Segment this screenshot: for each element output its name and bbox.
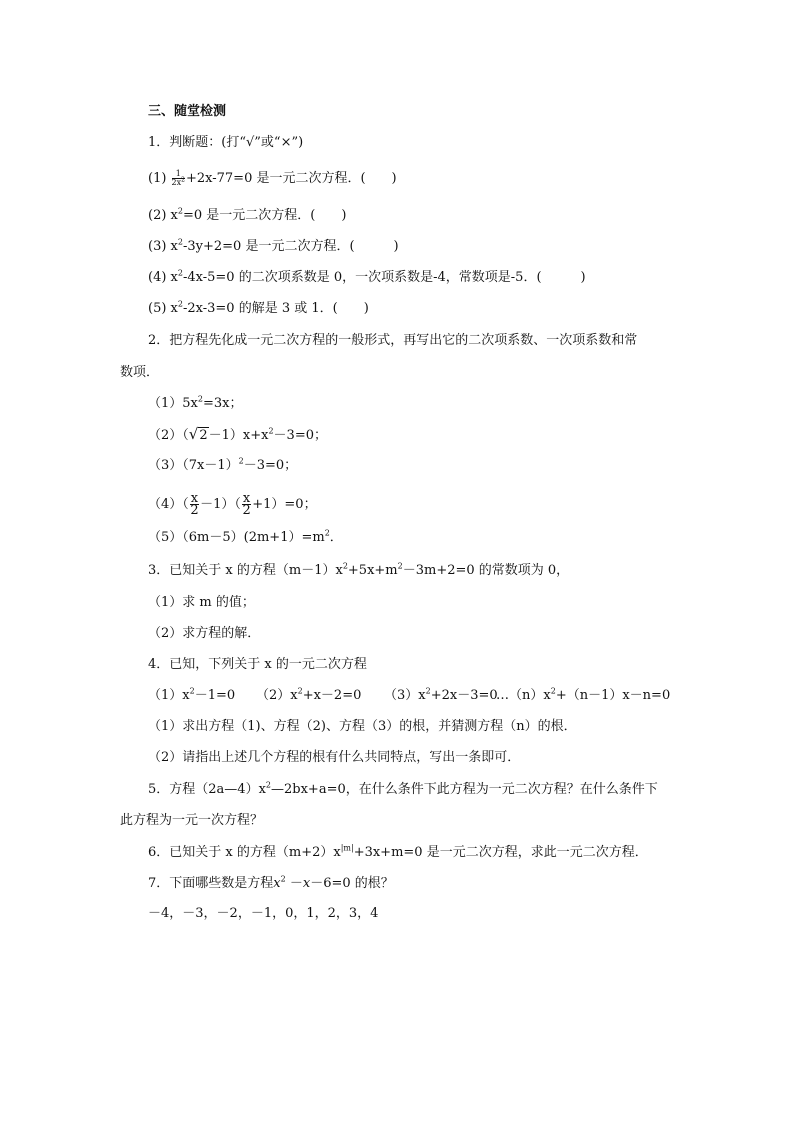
exponent: 2 <box>197 394 203 404</box>
exponent: 2 <box>268 426 274 436</box>
q6-post: +3x+m=0 是一元二次方程，求此一元二次方程． <box>353 845 648 860</box>
q1-item-3 <box>148 239 399 255</box>
q4-equation-3 <box>384 688 498 704</box>
q6-pre: 6．已知关于 x 的方程（m+2）x <box>148 845 341 860</box>
q2-item-3 <box>148 458 297 474</box>
fraction <box>190 493 199 516</box>
q1-item-4 <box>148 270 586 286</box>
q1-item-1-prefix: (1) <box>148 171 171 186</box>
q2-item-3-post: －3=0； <box>243 458 298 473</box>
q5-line-1-pre: 5．方程（2a—4）x <box>148 782 266 797</box>
q7-pre: 7．下面哪些数是方程 <box>148 876 274 891</box>
q4-equation-n <box>496 688 670 704</box>
fraction-numerator: x <box>242 491 251 506</box>
fraction-denominator-exponent: 2 <box>181 176 185 184</box>
q3-stem-post: －3m+2=0 的常数项为 0， <box>402 563 570 578</box>
exponent: 2 <box>177 237 183 247</box>
q4-sub-2: （2）请指出上述几个方程的根有什么共同特点，写出一条即可． <box>148 750 521 765</box>
section-title: 三、随堂检测 <box>148 104 227 119</box>
q1-item-5 <box>148 301 369 317</box>
q4-eq-3-post: +2x－3=0 <box>430 688 498 703</box>
q2-item-1-post: =3x； <box>202 396 243 411</box>
q1-item-3-pre: (3) x <box>148 239 178 254</box>
exponent: 2 <box>238 456 244 466</box>
q2-item-4-mid: －1）（ <box>200 497 241 512</box>
exponent: 2 <box>397 561 403 571</box>
fraction-numerator: x <box>190 491 199 506</box>
exponent: 2 <box>425 686 431 696</box>
fraction-denominator: 2 <box>242 503 251 518</box>
q2-item-4-post: +1）=0； <box>252 497 317 512</box>
q4-eq-1-post: －1=0 <box>194 688 236 703</box>
exponent: 2 <box>550 686 556 696</box>
exponent: |m| <box>340 843 354 853</box>
q7-post: －6=0 的根？ <box>310 876 394 891</box>
q3-stem <box>148 563 569 579</box>
q6-stem <box>148 845 648 861</box>
q1-item-4-pre: (4) x <box>148 270 178 285</box>
q1-item-3-post: -3y+2=0 是一元二次方程．( ) <box>182 239 399 254</box>
q2-item-5-post: ． <box>329 530 343 545</box>
fraction-denominator-base: 2x <box>171 178 182 187</box>
q1-item-2 <box>148 208 346 224</box>
exponent: 2 <box>177 299 183 309</box>
q2-item-1 <box>148 396 242 412</box>
q4-eq-3-pre: （3）x <box>384 688 426 703</box>
fraction <box>242 493 251 516</box>
q4-eq-1-pre: （1）x <box>148 688 190 703</box>
q4-eq-n-pre: …（n）x <box>496 688 551 703</box>
q3-stem-mid: +5x+m <box>347 563 398 578</box>
q5-line-1 <box>148 782 658 798</box>
fraction-denominator: 2 <box>190 503 199 518</box>
fraction-numerator: 1 <box>172 170 185 179</box>
q3-sub-2: （2）求方程的解． <box>148 626 261 641</box>
q4-eq-n-post: +（n－1）x－n=0 <box>555 688 671 703</box>
q5-line-2: 此方程为一元一次方程？ <box>120 813 264 828</box>
q4-equation-1 <box>148 688 235 704</box>
radicand: 2 <box>199 428 208 443</box>
exponent: 2 <box>324 528 330 538</box>
q3-sub-1: （1）求 m 的值； <box>148 595 255 610</box>
q1-item-1-rest: +2x-77=0 是一元二次方程．( ) <box>185 171 397 186</box>
q3-stem-pre: 3．已知关于 x 的方程（m－1）x <box>148 563 343 578</box>
q7-candidate-numbers: －4，－3，－2，－1，0，1，2，3，4 <box>148 906 379 921</box>
exponent: 2 <box>177 268 183 278</box>
exponent: 2 <box>280 874 286 884</box>
q2-item-4-pre: （4）（ <box>148 497 189 512</box>
q1-item-2-post: =0 是一元二次方程．( ) <box>182 208 347 223</box>
q2-item-4 <box>148 490 317 520</box>
q2-item-2 <box>148 426 327 444</box>
q4-eq-2-pre: （2）x <box>256 688 298 703</box>
exponent: 2 <box>177 206 183 216</box>
q2-item-5-pre: （5）（6m－5）(2m+1）=m <box>148 530 325 545</box>
q1-item-1 <box>148 170 397 187</box>
q2-item-2-post: －3=0； <box>273 428 327 443</box>
q2-item-1-pre: （1）5x <box>148 396 198 411</box>
q2-stem-line-2: 数项． <box>120 365 160 380</box>
exponent: 2 <box>342 561 348 571</box>
square-root <box>189 426 209 444</box>
variable: x <box>273 876 281 891</box>
q2-stem-line-1: 2．把方程先化成一元二次方程的一般形式，再写出它的二次项系数、一次项系数和常 <box>148 333 638 348</box>
q2-item-5 <box>148 530 343 546</box>
q4-equation-2 <box>256 688 361 704</box>
q5-line-1-post: —2bx+a=0，在什么条件下此方程为一元二次方程？在什么条件下 <box>271 782 658 797</box>
q1-item-5-pre: (5) x <box>148 301 178 316</box>
exponent: 2 <box>265 780 271 790</box>
q1-item-1-fraction <box>172 170 185 187</box>
q2-item-2-mid: －1）x+x <box>208 428 269 443</box>
q2-item-2-pre: （2）（ <box>148 428 189 443</box>
q7-stem <box>148 876 394 892</box>
q2-item-3-pre: （3）（7x－1） <box>148 458 239 473</box>
variable: x <box>302 876 311 891</box>
fraction-denominator <box>171 176 185 187</box>
q1-stem: 1．判断题：(打“√”或“×”) <box>148 135 304 150</box>
radical-sign-icon: √ <box>188 425 199 443</box>
q1-item-4-post: -4x-5=0 的二次项系数是 0，一次项系数是-4，常数项是-5．( ) <box>182 270 586 285</box>
exponent: 2 <box>297 686 303 696</box>
q4-sub-1: （1）求出方程（1)、方程（2)、方程（3）的根，并猜测方程（n）的根． <box>148 719 577 734</box>
exponent: 2 <box>189 686 195 696</box>
q4-stem: 4．已知，下列关于 x 的一元二次方程 <box>148 657 367 672</box>
q1-item-5-post: -2x-3=0 的解是 3 或 1．( ) <box>182 301 369 316</box>
q4-eq-2-post: +x－2=0 <box>302 688 362 703</box>
q1-item-2-pre: (2) x <box>148 208 178 223</box>
q7-mid: － <box>285 876 303 891</box>
